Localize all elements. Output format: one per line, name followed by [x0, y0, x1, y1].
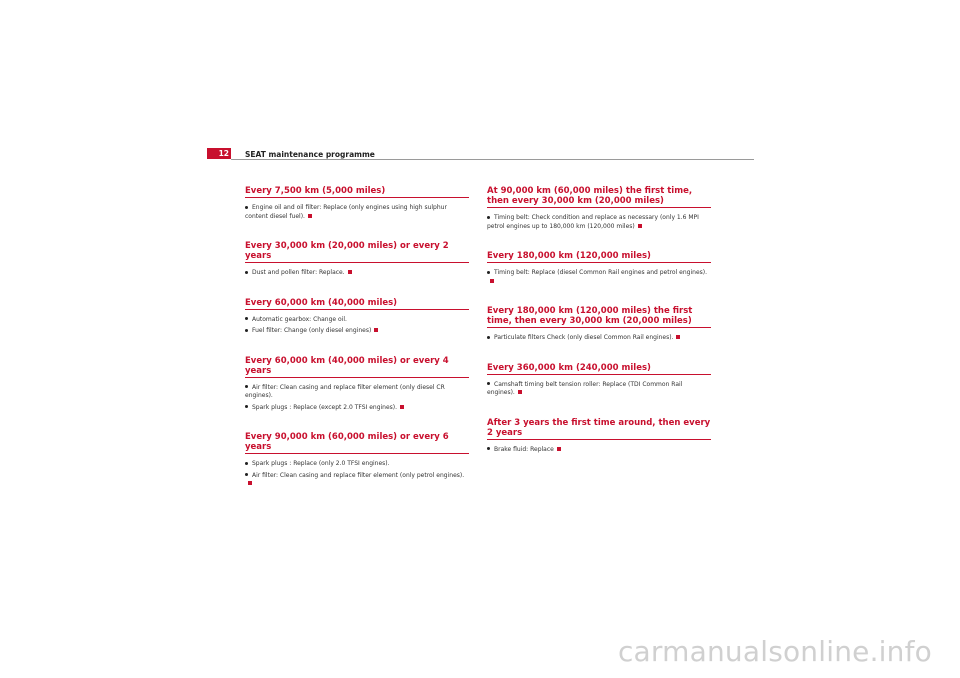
list-item: Automatic gearbox: Change oil.: [245, 316, 469, 325]
section-180000km: [487, 251, 711, 286]
bullet-icon: [245, 462, 248, 465]
end-mark-icon: [518, 390, 522, 394]
end-mark-icon: [308, 214, 312, 218]
bullet-icon: [487, 216, 490, 219]
section-heading: Every 180,000 km (120,000 miles): [487, 251, 711, 263]
bullet-icon: [245, 405, 248, 408]
list-item: Dust and pollen filter: Replace.: [245, 269, 469, 278]
end-mark-icon: [638, 224, 642, 228]
list-item: Spark plugs : Replace (only 2.0 TFSI engines).: [245, 460, 469, 469]
bullet-icon: [245, 385, 248, 388]
end-mark-icon: [400, 405, 404, 409]
list-item: Timing belt: Replace (diesel Common Rail engines and petrol engines).: [487, 269, 711, 286]
bullet-icon: [487, 271, 490, 274]
bullet-icon: [245, 329, 248, 332]
section-180000km-then-30000km: [487, 306, 711, 343]
section-heading: Every 360,000 km (240,000 miles): [487, 363, 711, 375]
section-heading: At 90,000 km (60,000 miles) the first time, then every 30,000 km (20,000 miles): [487, 186, 711, 208]
list-item: Brake fluid: Replace: [487, 446, 711, 455]
right-column: [487, 186, 711, 474]
list-item: Particulate filters Check (only diesel Common Rail engines).: [487, 334, 711, 343]
section-30000km-2years: [245, 241, 469, 278]
section-7500km: [245, 186, 469, 221]
header-divider: [231, 159, 754, 160]
list-item: Air filter: Clean casing and replace filter element (only diesel CR engines).: [245, 383, 445, 399]
section-heading: Every 60,000 km (40,000 miles): [245, 298, 469, 310]
left-column: [245, 186, 469, 509]
list-item: Fuel filter: Change (only diesel engines): [245, 327, 469, 336]
page-header-title: SEAT maintenance programme: [245, 150, 375, 159]
bullet-icon: [245, 317, 248, 320]
end-mark-icon: [557, 447, 561, 451]
section-heading: Every 60,000 km (40,000 miles) or every 4 years: [245, 356, 469, 378]
section-360000km: [487, 363, 711, 398]
bullet-icon: [487, 336, 490, 339]
page-number: 12: [207, 148, 231, 159]
section-3years-then-2years: [487, 418, 711, 455]
section-heading: Every 7,500 km (5,000 miles): [245, 186, 469, 198]
bullet-icon: [245, 206, 248, 209]
list-item: Spark plugs : Replace (except 2.0 TFSI engines).: [245, 404, 469, 413]
end-mark-icon: [676, 335, 680, 339]
bullet-icon: [245, 473, 248, 476]
list-item: Camshaft timing belt tension roller: Replace (TDI Common Rail engines).: [487, 380, 683, 396]
bullet-icon: [245, 271, 248, 274]
section-heading: Every 30,000 km (20,000 miles) or every 2 years: [245, 241, 469, 263]
list-item: Timing belt: Check condition and replace as necessary (only 1.6 MPI petrol engines up to 180,000 km (120,000 miles): [487, 214, 699, 230]
bullet-icon: [487, 382, 490, 385]
section-heading: Every 90,000 km (60,000 miles) or every 6 years: [245, 432, 469, 454]
list-item: Engine oil and oil filter: Replace (only engines using high sulphur content diesel fuel).: [245, 204, 447, 220]
end-mark-icon: [374, 328, 378, 332]
section-heading: After 3 years the first time around, then every 2 years: [487, 417, 711, 438]
section-60000km-4years: [245, 356, 469, 413]
section-90000km-6years: [245, 432, 469, 489]
section-60000km: [245, 298, 469, 336]
section-90000km-then-30000km: [487, 186, 711, 231]
end-mark-icon: [348, 270, 352, 274]
section-heading: Every 180,000 km (120,000 miles) the first time, then every 30,000 km (20,000 miles): [487, 306, 711, 328]
end-mark-icon: [490, 279, 494, 283]
end-mark-icon: [248, 481, 252, 485]
bullet-icon: [487, 447, 490, 450]
list-item: Air filter: Clean casing and replace filter element (only petrol engines).: [245, 472, 469, 489]
watermark: carmanualsonline.info: [617, 635, 932, 668]
